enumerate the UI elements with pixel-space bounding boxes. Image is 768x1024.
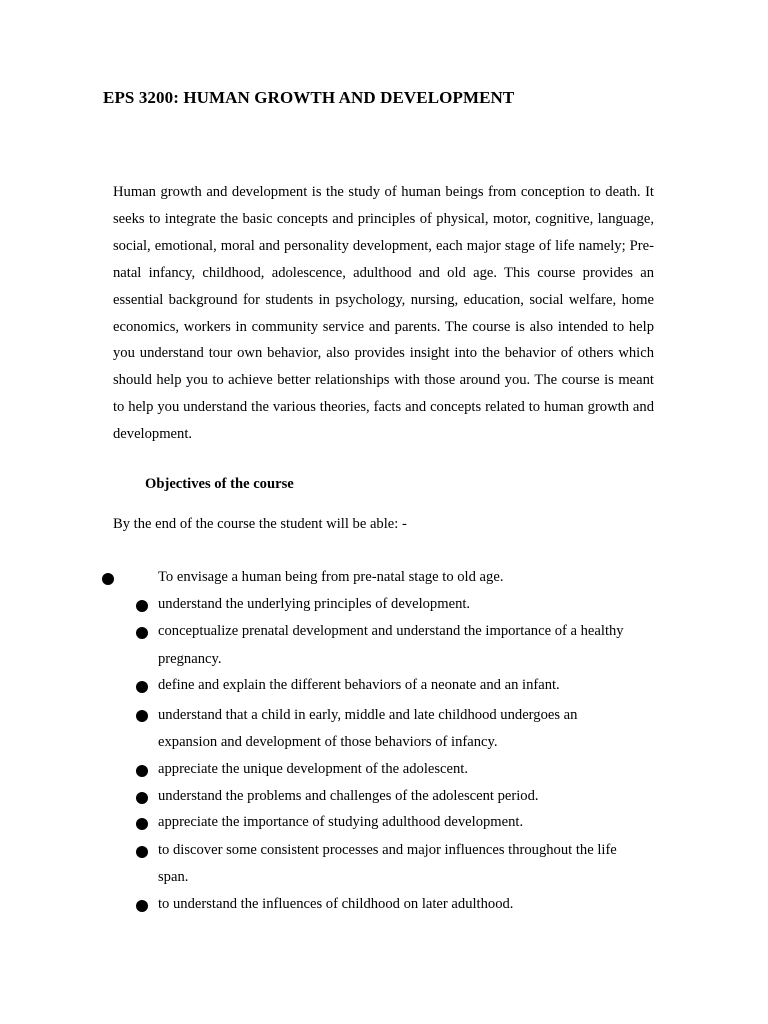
objectives-heading: Objectives of the course: [145, 476, 294, 492]
bullet-icon: [136, 765, 148, 777]
objectives-lead-in: By the end of the course the student will be able: -: [113, 516, 407, 532]
objective-item: to understand the influences of childhood on later adulthood.: [158, 896, 514, 912]
objective-item: define and explain the different behaviors of a neonate and an infant.: [158, 677, 560, 693]
objective-item: understand that a child in early, middle and late childhood undergoes an: [158, 707, 578, 723]
objective-item: To envisage a human being from pre-natal stage to old age.: [158, 569, 504, 585]
bullet-icon: [136, 627, 148, 639]
bullet-icon: [136, 710, 148, 722]
bullet-icon: [136, 846, 148, 858]
objective-item: understand the problems and challenges of the adolescent period.: [158, 788, 539, 804]
objective-item: understand the underlying principles of development.: [158, 596, 471, 612]
objective-item: appreciate the unique development of the adolescent.: [158, 761, 468, 777]
objective-item-continuation: pregnancy.: [158, 651, 222, 667]
objective-item: appreciate the importance of studying adulthood development.: [158, 814, 524, 830]
objective-item: to discover some consistent processes and major influences throughout the life: [158, 842, 617, 858]
bullet-icon: [136, 900, 148, 912]
bullet-icon: [102, 573, 114, 585]
objective-item-continuation: expansion and development of those behaviors of infancy.: [158, 734, 498, 750]
bullet-icon: [136, 681, 148, 693]
bullet-icon: [136, 792, 148, 804]
document-title: EPS 3200: HUMAN GROWTH AND DEVELOPMENT: [103, 88, 515, 107]
objective-item-continuation: span.: [158, 869, 189, 885]
objective-item: conceptualize prenatal development and understand the importance of a healthy: [158, 623, 624, 639]
bullet-icon: [136, 818, 148, 830]
bullet-icon: [136, 600, 148, 612]
intro-paragraph: Human growth and development is the study of human beings from conception to death. It seeks to integrate the basic concepts and principles of physical, motor, cognitive, language, social, emotional, moral and personality development, each major stage of life namely; Pre-natal infancy, childhood, adolescence, adulthood and old age. This course provides an essential background for students in psychology, nursing, education, social welfare, home economics, workers in community service and parents. The course is also intended to help you understand tour own behavior, also provides insight into the behavior of others which should help you to achieve better relationships with those around you. The course is meant to help you understand the various theories, facts and concepts related to human growth and development.: [113, 184, 654, 443]
